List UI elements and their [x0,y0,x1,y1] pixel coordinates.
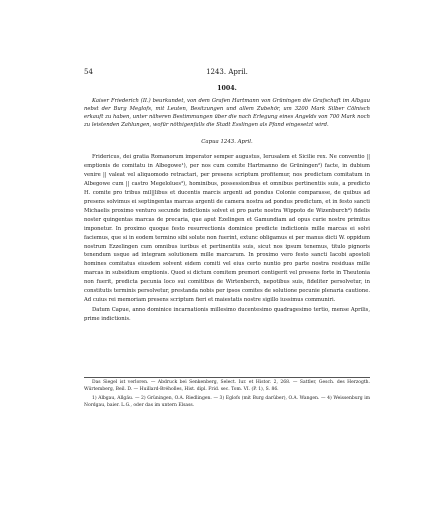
dateline: Capua 1243. April. [201,139,253,145]
charter-paragraph: Fridericus, dei gratia Romanorum imperator semper augustus, Ierusalem et Sicilie rex. Ne conventio || emptionis de comitatu in Albegowe¹), per nos cum comite Hartmanno de Grüningen²) facte, in dubium venire || valeat vel aliquomodo retractari, per presens scriptum profitemur, nos predictum comitatum in Albegowe cum || castro Megelolues³), hominibus, possessionibus et omnibus pertinentiis suis, a predicto H. comite pro tribus mil||libus et ducentis marcis argenti ad pondus Colonie comparasse, de quibus ad presens solvimus ei septingentas marcas argenti de camera nostra ad pondus predictum, et in festo sancti Michaelis proximo venturo secunde indictionis solvet ei pro parte nostra Wippoto de Wizenburch⁴) fidelis noster quingentas marcas de precaria, que aput Ezelingen et Gamundiam ad opus curie nostre primitus imponetur. In proximo quoque festo resurrectionis dominice predicte indictionis mille marcas ei solvi faciemus, que si in eodem termino sibi solute non fuerint, extunc obligamus ei per manus dicti W. oppidum nostrum Ezzelingen cum omnibus iuribus et pertinentiis suis, sicut nos ipsum tenemus, titulo pignoris tenendum usque ad integram solutionem mille marcarum. In proximo vero festo sancti Iacobi apostoli homines comitatus eiusdem solvent eidem comiti vel eius certo nuntio pro parte nostra residuas mille marcas in subsidium emptionis. Quod si dictum comitem premori contigerit vel presens forte in Theutonia non fuerit, predicta pecunia loco sui comitibus de Wirtenberch, nepotibus suis, fideliter persolvetur, in constitutis terminis persolvetur, prestanda nobis per ipsos comites de solutione pecunie plenaria cautione. Ad cuius rei memoriam presens scriptum fieri et maiestatis nostre sigillo iussimus communiri. [84,154,370,304]
dating-clause: Datum Capue, anno dominice incarnationis millesimo ducentesimo quadragesimo tertio, mense Aprilis, prime indictionis. [84,306,370,322]
footnote-divider [84,377,370,378]
source-note: Das Siegel ist verloren. — Abdruck bei Senkenberg, Select. Iur. et Histor. 2, 268. — Sattler, Gesch. des Herzogth. Würtemberg, Beil. D. — Huillard-Bréholles, Hist. dipl. Frid. sec. Tom. VI. (P. 1), S. 86. [84,380,370,392]
numbered-footnotes: 1) Albgau, Allgäu. — 2) Grüningen, O.A. Riedlingen. — 3) Eglofs (mit Burg darüber), O.A. Wangen. — 4) Weissenburg im Nordgau, baier. L.G., oder das im untern Elsass. [84,396,370,408]
regest-summary: Kaiser Friederich (II.) beurkundet, von dem Grafen Hartmann von Grüningen die Grafschaft im Albgau nebst der Burg Meglofs, mit Leuten, Besitzungen und allem Zubehör, um 3200 Mark Silber Cölnisch erkauft zu haben, unter näheren Bestimmungen über die nach Erlegung eines Angelds von 700 Mark noch zu leistenden Zahlungen, wofür nöthigenfalls die Stadt Esslingen als Pfand eingesetzt wird. [84,98,370,128]
running-header [84,68,370,78]
document-number: 1004. [217,85,237,92]
running-title: 1243. April. [206,68,248,76]
page-number: 54 [84,68,93,76]
charter-text [84,153,370,324]
